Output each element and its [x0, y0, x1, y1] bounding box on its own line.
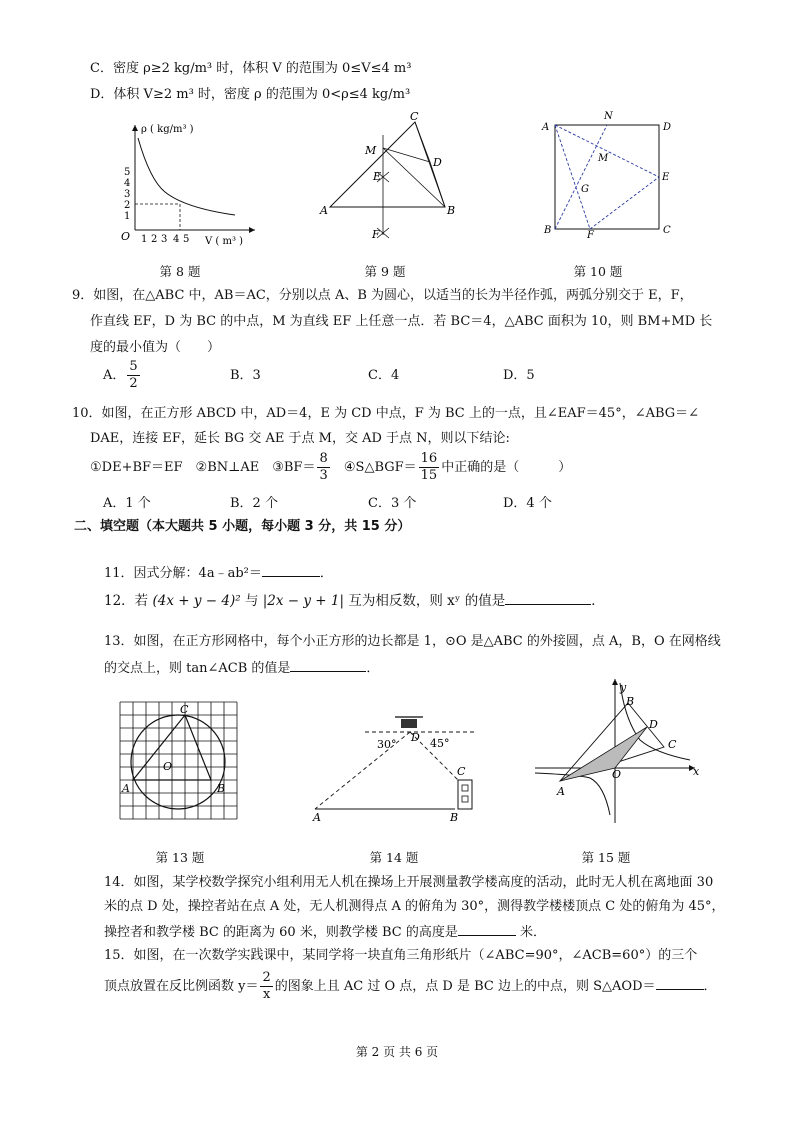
page-footer: 第 2 页 共 6 页: [355, 1045, 439, 1059]
fig10-label-b: B: [544, 225, 552, 236]
fig8-xtick: 1: [141, 234, 148, 245]
fig9-caption: 第 9 题: [364, 264, 406, 279]
fig14-angle-c: 45°: [430, 737, 450, 750]
figure-10-square: [540, 108, 680, 241]
q15-line-1: 15．如图，在一次数学实践课中，某同学将一块直角三角形纸片（∠ABC=90°，∠ACB=60°）的三个: [104, 948, 698, 963]
q10-line-2: DAE，连接 EF，延长 BG 交 AE 于点 M，交 AD 于点 N，则以下结论:: [90, 431, 510, 446]
q14-line-3: 操控者和教学楼 BC 的距离为 60 米，则教学楼 BC 的高度是 米．: [104, 922, 546, 942]
fig8-ytick: 1: [124, 211, 131, 222]
q10-line-1: 10．如图，在正方形 ABCD 中，AD＝4，E 为 CD 中点，F 为 BC 上的一点，且∠EAF＝45°，∠ABG＝∠: [72, 406, 700, 421]
fig15-label-d: D: [649, 718, 658, 731]
figure-13-grid-circle: [118, 700, 248, 825]
fig8-ytick: 2: [124, 200, 131, 211]
fig8-ytick: 4: [124, 178, 131, 189]
fig15-label-b: B: [626, 695, 635, 708]
fig10-label-a: A: [542, 122, 550, 133]
fig15-label-o: O: [612, 768, 622, 781]
fig10-label-m: M: [598, 153, 609, 164]
fig13-label-o: O: [163, 760, 173, 773]
fig15-label-x: x: [693, 765, 700, 778]
q8-option-d: D．体积 V≥2 m³ 时，密度 ρ 的范围为 0<ρ≤4 kg/m³: [90, 87, 411, 102]
q10-option-a: A．1 个: [103, 496, 151, 511]
q9-option-c: C．4: [368, 368, 400, 383]
fig10-label-c: C: [663, 225, 671, 236]
figure-14-drone: [305, 705, 485, 825]
fig9-label-e: E: [373, 170, 382, 183]
q10-option-b: B．2 个: [230, 496, 278, 511]
fig14-label-d: D: [411, 731, 420, 744]
fig14-label-b: B: [450, 811, 459, 824]
q10-option-d: D．4 个: [503, 496, 552, 511]
fig15-label-a: A: [557, 785, 565, 798]
fig13-label-b: B: [217, 782, 226, 795]
fig10-label-n: N: [604, 111, 613, 122]
q15-line-2: 顶点放置在反比例函数 y＝ $\frac{2}{x}$ 的图象上且 AC 过 O 点，点 D 是 BC 边上的中点，则 S△AOD＝ ．: [104, 970, 717, 1002]
q9-line-3: 度的最小值为（ ）: [90, 340, 221, 355]
fig13-label-c: C: [180, 703, 189, 716]
fig10-caption: 第 10 题: [573, 264, 623, 279]
fig13-label-a: A: [122, 782, 130, 795]
q10-statements: ①DE+BF＝EF ②BN⊥AE ③BF＝ $\frac{8}{3}$ ④S△BGF＝ $\frac{16}{15}$ 中正确的是（ ）: [90, 451, 572, 483]
fig8-x-label: V ( m³ ): [205, 236, 244, 247]
q12: 12．若 (4x + y − 4)² 与 |2x − y + 1| 互为相反数，则 xʸ 的值是 ．: [104, 593, 605, 609]
q9-line-2: 作直线 EF，D 为 BC 的中点，M 为直线 EF 上任意一点．若 BC＝4，△ABC 面积为 10，则 BM+MD 长: [90, 314, 713, 329]
fig9-label-d: D: [433, 156, 442, 169]
fig10-label-e: E: [662, 172, 670, 183]
fig8-xtick: 3: [161, 234, 168, 245]
fig8-xtick: 4: [173, 234, 180, 245]
fig14-label-c: C: [457, 765, 466, 778]
fig15-caption: 第 15 题: [581, 850, 631, 865]
fig8-origin: O: [121, 230, 131, 243]
q13-line-2: 的交点上，则 tan∠ACB 的值是 ．: [104, 658, 379, 678]
figure-8-graph: [105, 120, 265, 250]
fig8-xtick: 2: [151, 234, 158, 245]
fig15-label-c: C: [668, 738, 677, 751]
fig9-label-a: A: [320, 204, 328, 217]
q9-option-b: B．3: [230, 368, 261, 383]
fig14-label-a: A: [313, 811, 321, 824]
q13-line-1: 13．如图，在正方形网格中，每个小正方形的边长都是 1，⊙O 是△ABC 的外接圆，点 A，B，O 在网格线: [104, 634, 721, 649]
q9-option-a: A． $\frac{5}{2}$: [103, 359, 138, 391]
fig14-angle-a: 30°: [377, 738, 397, 751]
q9-line-1: 9．如图，在△ABC 中，AB＝AC，分别以点 A、B 为圆心，以适当的长为半径作弧，两弧分别交于 E，F，: [72, 288, 693, 303]
fig15-label-y: y: [620, 681, 627, 694]
fig10-label-g: G: [581, 184, 589, 195]
q14-line-2: 米的点 D 处，操控者站在点 A 处，无人机测得点 A 的俯角为 30°，测得教学楼楼顶点 C 处的俯角为 45°，: [104, 899, 725, 914]
fig14-caption: 第 14 题: [369, 850, 419, 865]
fig9-label-b: B: [447, 204, 456, 217]
q9-option-d: D．5: [503, 368, 535, 383]
fig9-label-m: M: [365, 144, 377, 157]
q14-line-1: 14．如图，某学校数学探究小组利用无人机在操场上开展测量教学楼高度的活动，此时无人机在离地面 30: [104, 875, 714, 890]
fig13-caption: 第 13 题: [155, 850, 205, 865]
q8-option-c: C．密度 ρ≥2 kg/m³ 时，体积 V 的范围为 0≤V≤4 m³: [90, 61, 412, 76]
fig8-y-label: ρ ( kg/m³ ): [141, 124, 194, 135]
figure-9-triangle: [315, 110, 465, 245]
fig9-label-f: F: [372, 228, 380, 241]
q11: 11．因式分解：4a﹣ab²＝ ．: [104, 563, 333, 583]
fig8-caption: 第 8 题: [159, 264, 201, 279]
q10-option-c: C．3 个: [368, 496, 417, 511]
fig8-xtick: 5: [183, 234, 190, 245]
figure-15-hyperbola: [530, 675, 705, 825]
fig8-ytick: 5: [124, 167, 131, 178]
fig9-label-c: C: [410, 110, 419, 123]
fig10-label-f: F: [587, 230, 594, 241]
fig10-label-d: D: [663, 122, 672, 133]
fig8-ytick: 3: [124, 189, 131, 200]
section-2-title: 二、填空题（本大题共 5 小题，每小题 3 分，共 15 分）: [74, 519, 411, 534]
